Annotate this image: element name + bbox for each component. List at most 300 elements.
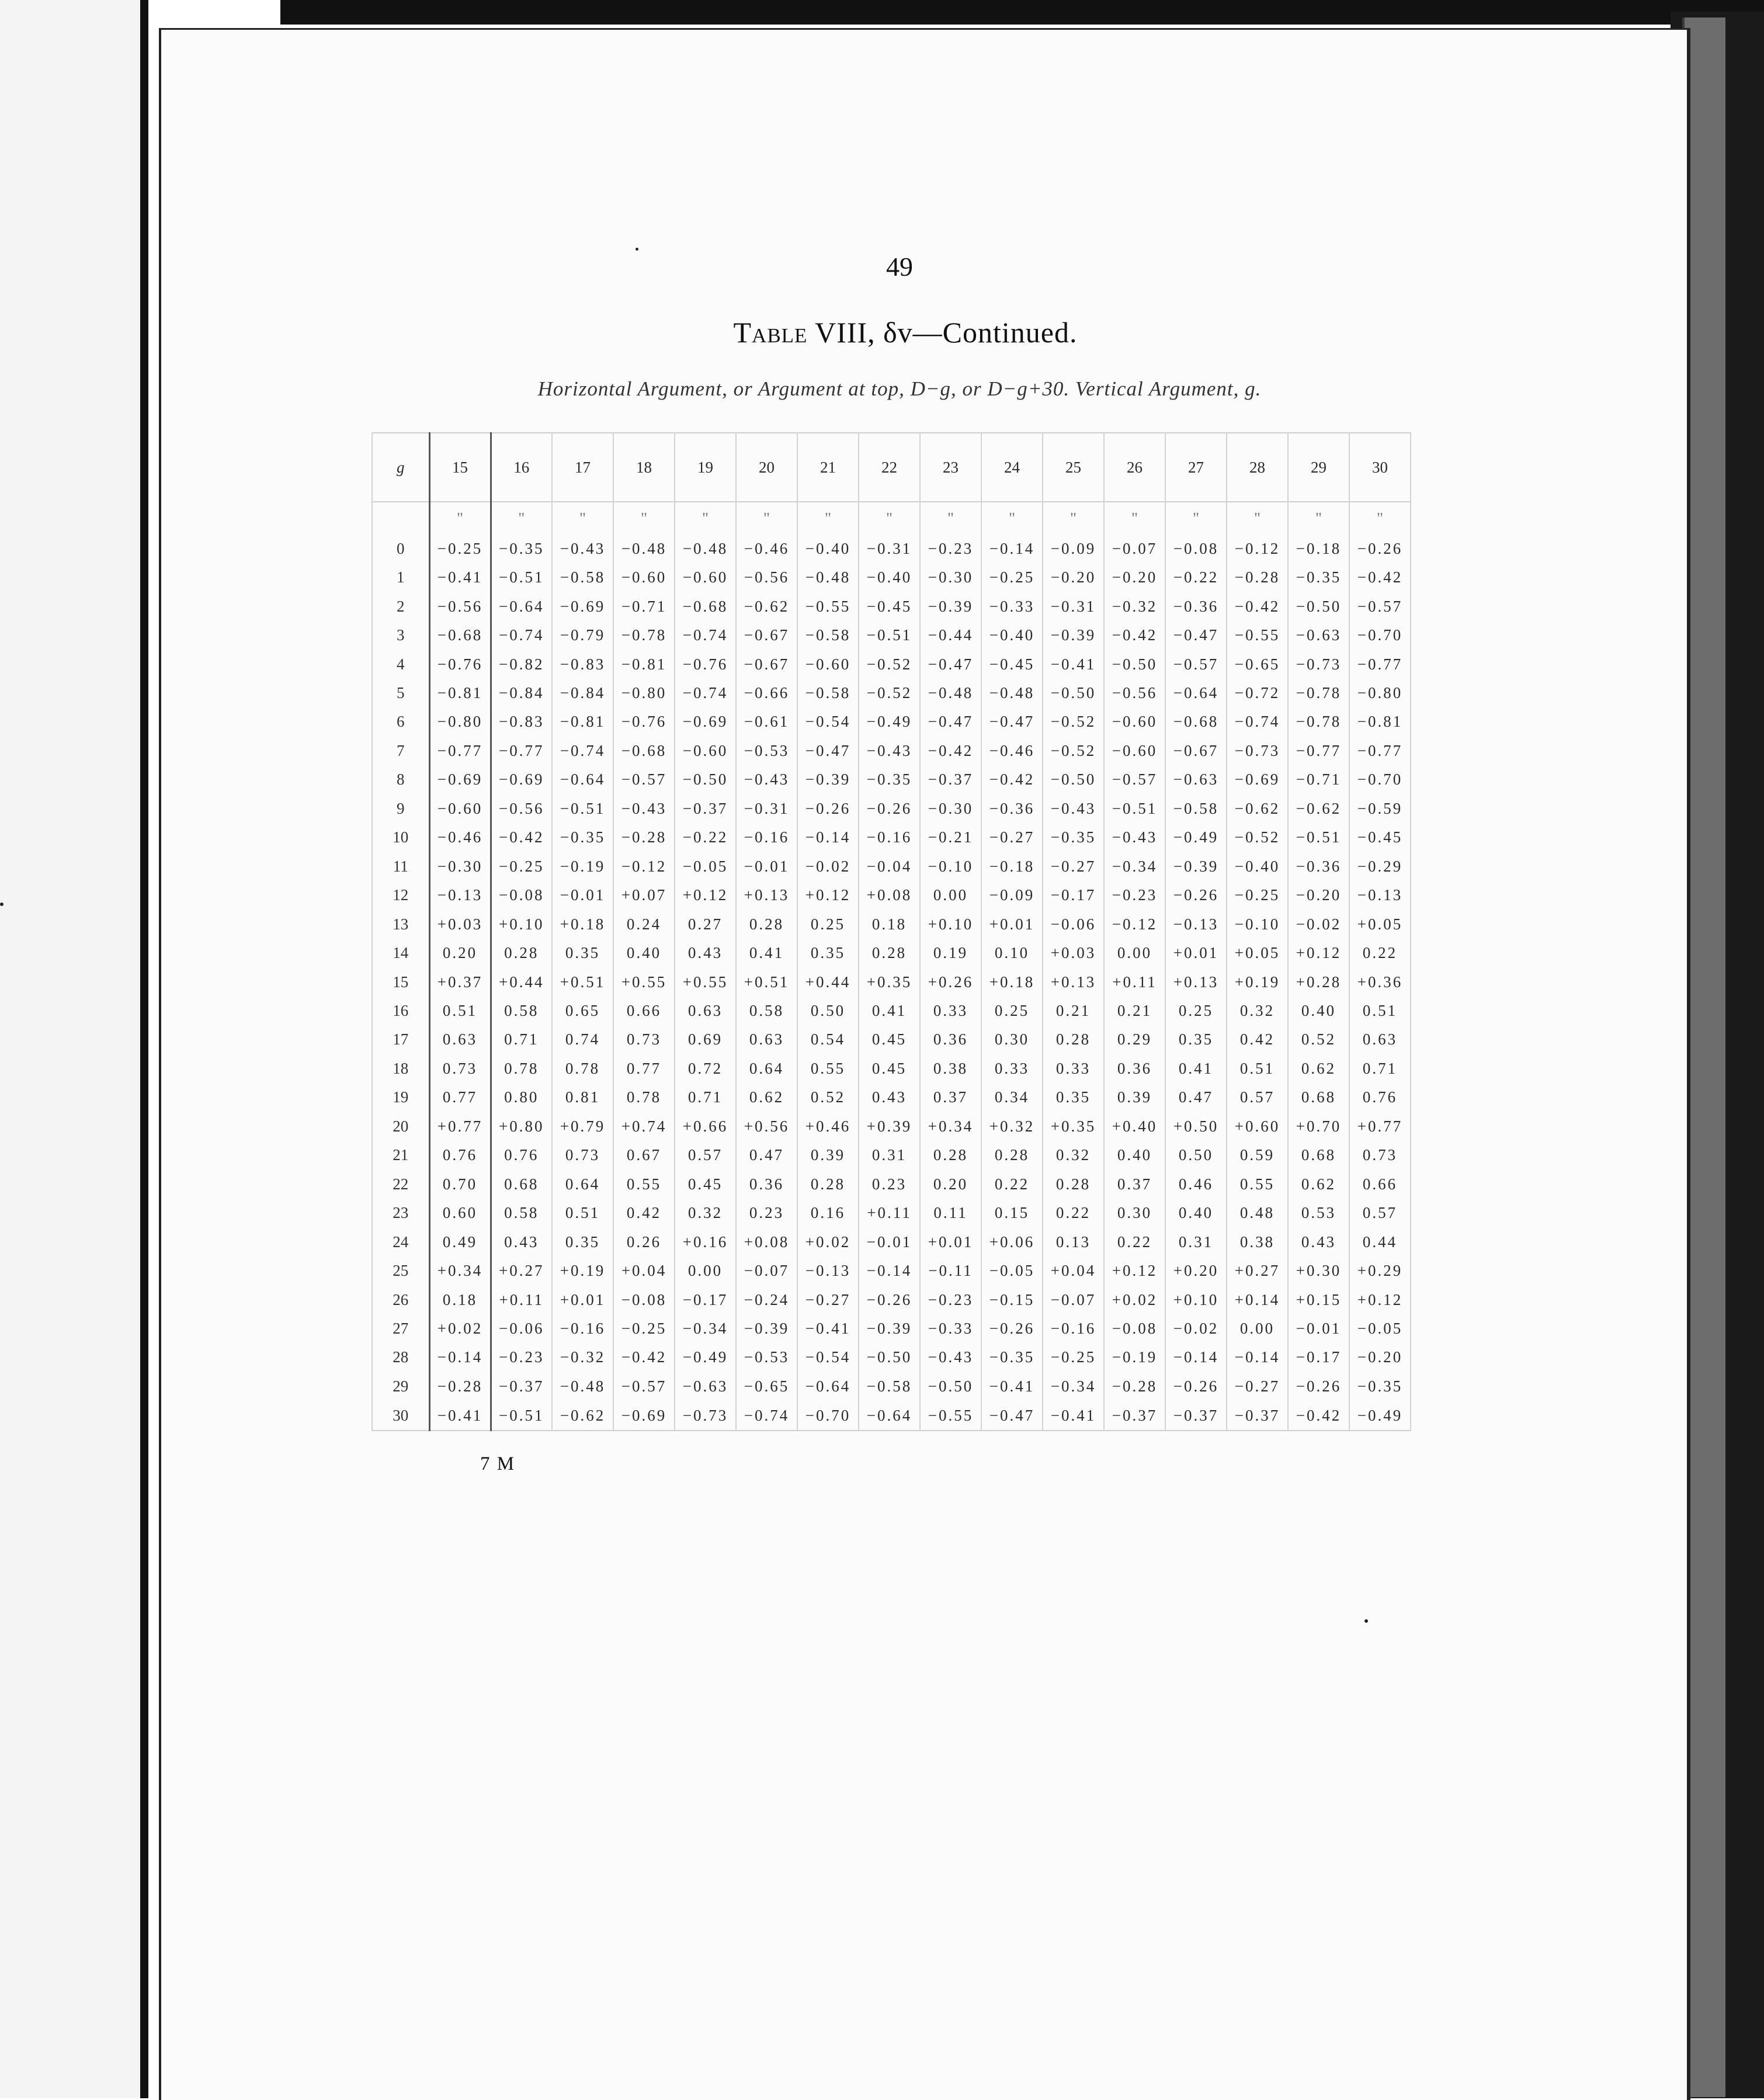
- table-cell: −0.47: [981, 707, 1043, 736]
- table-row: [372, 823, 1411, 852]
- row-label-g: 24: [372, 1227, 429, 1256]
- table-cell: −0.68: [675, 592, 736, 620]
- table-cell: −0.16: [859, 823, 920, 852]
- table-cell: 0.58: [491, 997, 552, 1025]
- table-cell: −0.23: [920, 534, 981, 563]
- table-cell: +0.14: [1227, 1285, 1288, 1314]
- table-cell: −0.77: [1349, 650, 1411, 678]
- table-cell: −0.67: [736, 650, 797, 678]
- table-cell: 0.19: [920, 939, 981, 967]
- table-cell: −0.22: [675, 823, 736, 852]
- table-cell: −0.13: [797, 1256, 859, 1285]
- table-cell: +0.08: [736, 1227, 797, 1256]
- table-cell: −0.45: [859, 592, 920, 620]
- table-cell: 0.72: [675, 1054, 736, 1083]
- table-cell: −0.79: [552, 621, 613, 650]
- table-cell: −0.44: [920, 621, 981, 650]
- column-header: 16: [491, 433, 552, 502]
- unit-mark: ": [1227, 502, 1288, 534]
- table-cell: −0.78: [1288, 679, 1349, 707]
- table-cell: 0.40: [1288, 997, 1349, 1025]
- table-cell: −0.34: [675, 1314, 736, 1343]
- table-cell: −0.08: [491, 881, 552, 910]
- table-cell: −0.73: [1227, 737, 1288, 765]
- table-cell: 0.64: [552, 1169, 613, 1198]
- unit-mark: ": [1349, 502, 1411, 534]
- table-cell: +0.34: [920, 1112, 981, 1141]
- table-cell: −0.32: [552, 1343, 613, 1372]
- table-cell: −0.50: [1288, 592, 1349, 620]
- table-cell: −0.60: [1104, 737, 1165, 765]
- table-cell: +0.20: [1165, 1256, 1227, 1285]
- table-cell: −0.55: [920, 1401, 981, 1431]
- table-cell: 0.22: [1104, 1227, 1165, 1256]
- table-cell: +0.77: [1349, 1112, 1411, 1141]
- row-label-g: 17: [372, 1025, 429, 1054]
- table-row: [372, 621, 1411, 650]
- table-cell: −0.73: [675, 1401, 736, 1431]
- table-cell: −0.30: [920, 563, 981, 592]
- table-cell: 0.62: [1288, 1054, 1349, 1083]
- table-cell: 0.71: [491, 1025, 552, 1054]
- table-cell: 0.36: [920, 1025, 981, 1054]
- table-cell: 0.36: [1104, 1054, 1165, 1083]
- table-cell: 0.69: [675, 1025, 736, 1054]
- table-cell: −0.58: [859, 1372, 920, 1401]
- table-cell: 0.66: [1349, 1169, 1411, 1198]
- table-row: [372, 939, 1411, 967]
- table-cell: −0.60: [1104, 707, 1165, 736]
- table-cell: 0.22: [1043, 1199, 1104, 1227]
- table-row: [372, 1314, 1411, 1343]
- table-row: [372, 1285, 1411, 1314]
- table-cell: +0.06: [981, 1227, 1043, 1256]
- row-label-g: 4: [372, 650, 429, 678]
- table-cell: −0.40: [797, 534, 859, 563]
- table-cell: −0.35: [1043, 823, 1104, 852]
- table-cell: 0.38: [1227, 1227, 1288, 1256]
- table-cell: −0.49: [1349, 1401, 1411, 1431]
- table-cell: −0.01: [552, 881, 613, 910]
- table-cell: −0.80: [613, 679, 675, 707]
- table-cell: −0.14: [797, 823, 859, 852]
- table-cell: −0.46: [736, 534, 797, 563]
- table-cell: −0.56: [491, 794, 552, 823]
- table-cell: −0.77: [1349, 737, 1411, 765]
- table-row: [372, 1372, 1411, 1401]
- table-cell: 0.24: [613, 910, 675, 938]
- table-cell: −0.26: [859, 794, 920, 823]
- table-cell: −0.27: [797, 1285, 859, 1314]
- table-cell: −0.52: [1043, 737, 1104, 765]
- table-cell: 0.58: [736, 997, 797, 1025]
- table-cell: −0.14: [429, 1343, 491, 1372]
- table-cell: −0.48: [797, 563, 859, 592]
- table-cell: −0.24: [736, 1285, 797, 1314]
- table-row: [372, 679, 1411, 707]
- table-cell: −0.20: [1288, 881, 1349, 910]
- unit-mark: ": [1165, 502, 1227, 534]
- table-cell: −0.65: [736, 1372, 797, 1401]
- column-header: 29: [1288, 433, 1349, 502]
- table-cell: −0.02: [1288, 910, 1349, 938]
- table-cell: 0.50: [797, 997, 859, 1025]
- column-header: 18: [613, 433, 675, 502]
- table-cell: −0.43: [552, 534, 613, 563]
- data-table: [371, 432, 1411, 1431]
- table-cell: −0.70: [797, 1401, 859, 1431]
- table-cell: 0.40: [1165, 1199, 1227, 1227]
- table-cell: −0.42: [981, 765, 1043, 794]
- table-cell: −0.07: [1104, 534, 1165, 563]
- table-cell: −0.56: [1104, 679, 1165, 707]
- table-cell: −0.57: [1349, 592, 1411, 620]
- table-cell: −0.41: [1043, 650, 1104, 678]
- table-cell: −0.35: [981, 1343, 1043, 1372]
- table-cell: −0.77: [491, 737, 552, 765]
- table-cell: −0.57: [1104, 765, 1165, 794]
- table-row: [372, 1227, 1411, 1256]
- table-cell: −0.12: [1104, 910, 1165, 938]
- row-label-g: 10: [372, 823, 429, 852]
- table-row: [372, 1112, 1411, 1141]
- table-cell: 0.00: [1104, 939, 1165, 967]
- table-cell: −0.67: [1165, 737, 1227, 765]
- table-cell: −0.28: [613, 823, 675, 852]
- table-cell: 0.22: [981, 1169, 1043, 1198]
- table-cell: 0.73: [613, 1025, 675, 1054]
- table-cell: −0.36: [981, 794, 1043, 823]
- table-cell: −0.81: [429, 679, 491, 707]
- table-cell: −0.62: [1288, 794, 1349, 823]
- table-cell: −0.42: [1227, 592, 1288, 620]
- table-cell: −0.23: [920, 1285, 981, 1314]
- row-label-g: 27: [372, 1314, 429, 1343]
- table-cell: +0.18: [981, 967, 1043, 996]
- table-cell: −0.43: [859, 737, 920, 765]
- table-cell: +0.34: [429, 1256, 491, 1285]
- table-cell: −0.70: [1349, 621, 1411, 650]
- table-cell: −0.15: [981, 1285, 1043, 1314]
- table-cell: 0.63: [675, 997, 736, 1025]
- table-cell: −0.43: [613, 794, 675, 823]
- table-cell: 0.73: [1349, 1141, 1411, 1169]
- table-cell: 0.45: [859, 1054, 920, 1083]
- table-cell: 0.55: [797, 1054, 859, 1083]
- table-cell: −0.53: [736, 737, 797, 765]
- table-cell: −0.74: [675, 621, 736, 650]
- table-row: [372, 737, 1411, 765]
- table-cell: −0.01: [859, 1227, 920, 1256]
- table-cell: −0.71: [613, 592, 675, 620]
- table-cell: −0.07: [736, 1256, 797, 1285]
- table-cell: −0.19: [552, 852, 613, 881]
- table-cell: +0.55: [675, 967, 736, 996]
- table-cell: +0.40: [1104, 1112, 1165, 1141]
- column-header: 19: [675, 433, 736, 502]
- table-cell: +0.04: [613, 1256, 675, 1285]
- table-cell: +0.05: [1349, 910, 1411, 938]
- table-cell: 0.60: [429, 1199, 491, 1227]
- table-cell: 0.55: [1227, 1169, 1288, 1198]
- row-label-g: 2: [372, 592, 429, 620]
- table-cell: −0.42: [1288, 1401, 1349, 1431]
- column-header: 24: [981, 433, 1043, 502]
- table-cell: 0.35: [797, 939, 859, 967]
- table-cell: 0.78: [491, 1054, 552, 1083]
- table-cell: 0.28: [1043, 1169, 1104, 1198]
- column-header: 15: [429, 433, 491, 502]
- table-cell: +0.27: [1227, 1256, 1288, 1285]
- row-label-g: 5: [372, 679, 429, 707]
- table-cell: 0.38: [920, 1054, 981, 1083]
- table-cell: −0.45: [1349, 823, 1411, 852]
- table-cell: −0.13: [429, 881, 491, 910]
- table-cell: 0.28: [736, 910, 797, 938]
- table-row: [372, 765, 1411, 794]
- table-cell: −0.48: [552, 1372, 613, 1401]
- table-cell: −0.55: [1227, 621, 1288, 650]
- table-cell: 0.37: [920, 1083, 981, 1112]
- table-cell: +0.55: [613, 967, 675, 996]
- table-cell: −0.37: [1165, 1401, 1227, 1431]
- row-label-g: 12: [372, 881, 429, 910]
- table-cell: −0.26: [859, 1285, 920, 1314]
- table-row: [372, 1199, 1411, 1227]
- table-cell: +0.11: [491, 1285, 552, 1314]
- table-cell: −0.54: [797, 707, 859, 736]
- table-cell: −0.56: [736, 563, 797, 592]
- unit-row-blank: [372, 502, 429, 534]
- table-cell: +0.08: [859, 881, 920, 910]
- row-label-g: 29: [372, 1372, 429, 1401]
- table-cell: −0.83: [491, 707, 552, 736]
- table-cell: +0.80: [491, 1112, 552, 1141]
- table-cell: 0.33: [981, 1054, 1043, 1083]
- table-cell: 0.76: [429, 1141, 491, 1169]
- table-cell: −0.42: [491, 823, 552, 852]
- table-cell: −0.68: [429, 621, 491, 650]
- table-cell: −0.68: [1165, 707, 1227, 736]
- table-cell: −0.25: [1227, 881, 1288, 910]
- unit-mark: ": [736, 502, 797, 534]
- table-cell: −0.58: [797, 679, 859, 707]
- table-cell: −0.60: [613, 563, 675, 592]
- table-cell: +0.03: [429, 910, 491, 938]
- table-cell: −0.57: [1165, 650, 1227, 678]
- table-cell: +0.46: [797, 1112, 859, 1141]
- column-header: 17: [552, 433, 613, 502]
- table-cell: 0.28: [491, 939, 552, 967]
- table-cell: +0.51: [736, 967, 797, 996]
- table-cell: +0.02: [429, 1314, 491, 1343]
- table-cell: −0.26: [1165, 881, 1227, 910]
- table-cell: 0.18: [429, 1285, 491, 1314]
- table-cell: −0.01: [1288, 1314, 1349, 1343]
- table-cell: 0.70: [429, 1169, 491, 1198]
- table-cell: −0.74: [552, 737, 613, 765]
- table-cell: −0.39: [1043, 621, 1104, 650]
- unit-mark: ": [1104, 502, 1165, 534]
- table-cell: +0.05: [1227, 939, 1288, 967]
- table-cell: −0.76: [613, 707, 675, 736]
- table-cell: −0.37: [1104, 1401, 1165, 1431]
- table-cell: 0.25: [797, 910, 859, 938]
- table-cell: −0.64: [1165, 679, 1227, 707]
- table-cell: 0.25: [981, 997, 1043, 1025]
- table-cell: 0.39: [1104, 1083, 1165, 1112]
- table-cell: −0.35: [552, 823, 613, 852]
- table-cell: −0.51: [491, 563, 552, 592]
- table-cell: +0.51: [552, 967, 613, 996]
- table-cell: −0.07: [1043, 1285, 1104, 1314]
- row-label-g: 15: [372, 967, 429, 996]
- table-cell: −0.35: [491, 534, 552, 563]
- table-cell: −0.02: [1165, 1314, 1227, 1343]
- table-cell: −0.82: [491, 650, 552, 678]
- table-cell: −0.65: [1227, 650, 1288, 678]
- table-cell: 0.10: [981, 939, 1043, 967]
- table-cell: −0.37: [675, 794, 736, 823]
- table-cell: 0.74: [552, 1025, 613, 1054]
- table-cell: 0.63: [736, 1025, 797, 1054]
- table-cell: −0.14: [1165, 1343, 1227, 1372]
- table-cell: +0.12: [797, 881, 859, 910]
- table-cell: 0.77: [613, 1054, 675, 1083]
- table-cell: 0.77: [429, 1083, 491, 1112]
- table-cell: −0.81: [1349, 707, 1411, 736]
- table-row: [372, 707, 1411, 736]
- table-cell: −0.62: [552, 1401, 613, 1431]
- table-cell: +0.44: [491, 967, 552, 996]
- table-title-rest: VIII, δv—Continued.: [807, 316, 1078, 349]
- table-cell: +0.66: [675, 1112, 736, 1141]
- table-cell: −0.08: [1165, 534, 1227, 563]
- table-cell: −0.69: [491, 765, 552, 794]
- table-cell: −0.74: [491, 621, 552, 650]
- table-cell: +0.11: [1104, 967, 1165, 996]
- table-cell: +0.74: [613, 1112, 675, 1141]
- table-cell: −0.36: [1165, 592, 1227, 620]
- table-cell: 0.43: [491, 1227, 552, 1256]
- row-label-g: 11: [372, 852, 429, 881]
- table-cell: 0.66: [613, 997, 675, 1025]
- table-cell: 0.41: [736, 939, 797, 967]
- table-cell: −0.13: [1349, 881, 1411, 910]
- table-cell: +0.02: [797, 1227, 859, 1256]
- table-cell: −0.67: [736, 621, 797, 650]
- unit-mark: ": [797, 502, 859, 534]
- table-cell: −0.20: [1104, 563, 1165, 592]
- table-cell: −0.08: [1104, 1314, 1165, 1343]
- table-cell: −0.39: [797, 765, 859, 794]
- table-cell: 0.41: [1165, 1054, 1227, 1083]
- unit-mark: ": [613, 502, 675, 534]
- table-cell: −0.58: [552, 563, 613, 592]
- table-title-prefix: Table: [733, 316, 808, 349]
- table-row: [372, 794, 1411, 823]
- table-row: [372, 1083, 1411, 1112]
- table-cell: 0.57: [675, 1141, 736, 1169]
- table-cell: 0.34: [981, 1083, 1043, 1112]
- table-cell: +0.07: [613, 881, 675, 910]
- table-cell: −0.10: [1227, 910, 1288, 938]
- row-label-g: 21: [372, 1141, 429, 1169]
- table-cell: −0.14: [859, 1256, 920, 1285]
- table-cell: 0.81: [552, 1083, 613, 1112]
- table-cell: 0.29: [1104, 1025, 1165, 1054]
- table-cell: −0.49: [675, 1343, 736, 1372]
- row-label-g: 22: [372, 1169, 429, 1198]
- table-cell: −0.69: [613, 1401, 675, 1431]
- table-cell: −0.17: [675, 1285, 736, 1314]
- table-cell: −0.14: [1227, 1343, 1288, 1372]
- table-cell: −0.26: [1288, 1372, 1349, 1401]
- table-cell: −0.25: [429, 534, 491, 563]
- table-cell: −0.77: [1288, 737, 1349, 765]
- table-cell: −0.52: [859, 679, 920, 707]
- table-cell: −0.60: [429, 794, 491, 823]
- table-cell: −0.47: [981, 1401, 1043, 1431]
- table-cell: −0.76: [429, 650, 491, 678]
- table-cell: −0.51: [859, 621, 920, 650]
- table-cell: 0.32: [1227, 997, 1288, 1025]
- binding-shadow: [140, 0, 148, 2098]
- table-cell: −0.40: [1227, 852, 1288, 881]
- table-cell: −0.57: [613, 1372, 675, 1401]
- table-cell: 0.51: [1227, 1054, 1288, 1083]
- row-label-g: 19: [372, 1083, 429, 1112]
- table-cell: 0.76: [1349, 1083, 1411, 1112]
- table-cell: 0.35: [552, 939, 613, 967]
- table-cell: 0.40: [613, 939, 675, 967]
- row-label-g: 28: [372, 1343, 429, 1372]
- left-page-edge: [0, 0, 146, 2098]
- table-cell: −0.69: [429, 765, 491, 794]
- table-cell: +0.12: [1288, 939, 1349, 967]
- table-cell: 0.45: [859, 1025, 920, 1054]
- table-cell: −0.63: [675, 1372, 736, 1401]
- table-cell: −0.58: [797, 621, 859, 650]
- table-cell: 0.63: [429, 1025, 491, 1054]
- row-label-g: 26: [372, 1285, 429, 1314]
- table-cell: −0.05: [1349, 1314, 1411, 1343]
- table-cell: 0.42: [1227, 1025, 1288, 1054]
- table-cell: −0.62: [1227, 794, 1288, 823]
- table-cell: −0.84: [491, 679, 552, 707]
- table-cell: −0.41: [797, 1314, 859, 1343]
- table-cell: −0.45: [981, 650, 1043, 678]
- row-label-g: 0: [372, 534, 429, 563]
- table-cell: −0.09: [981, 881, 1043, 910]
- table-cell: 0.78: [613, 1083, 675, 1112]
- table-cell: 0.36: [736, 1169, 797, 1198]
- table-cell: −0.35: [859, 765, 920, 794]
- table-cell: 0.68: [1288, 1083, 1349, 1112]
- table-cell: −0.16: [552, 1314, 613, 1343]
- table-cell: 0.71: [1349, 1054, 1411, 1083]
- table-cell: −0.14: [981, 534, 1043, 563]
- table-cell: −0.60: [675, 737, 736, 765]
- table-cell: +0.16: [675, 1227, 736, 1256]
- table-cell: −0.50: [859, 1343, 920, 1372]
- table-cell: 0.28: [1043, 1025, 1104, 1054]
- table-cell: +0.19: [552, 1256, 613, 1285]
- table-cell: 0.13: [1043, 1227, 1104, 1256]
- table-row: [372, 1169, 1411, 1198]
- table-row: [372, 1025, 1411, 1054]
- table-cell: 0.64: [736, 1054, 797, 1083]
